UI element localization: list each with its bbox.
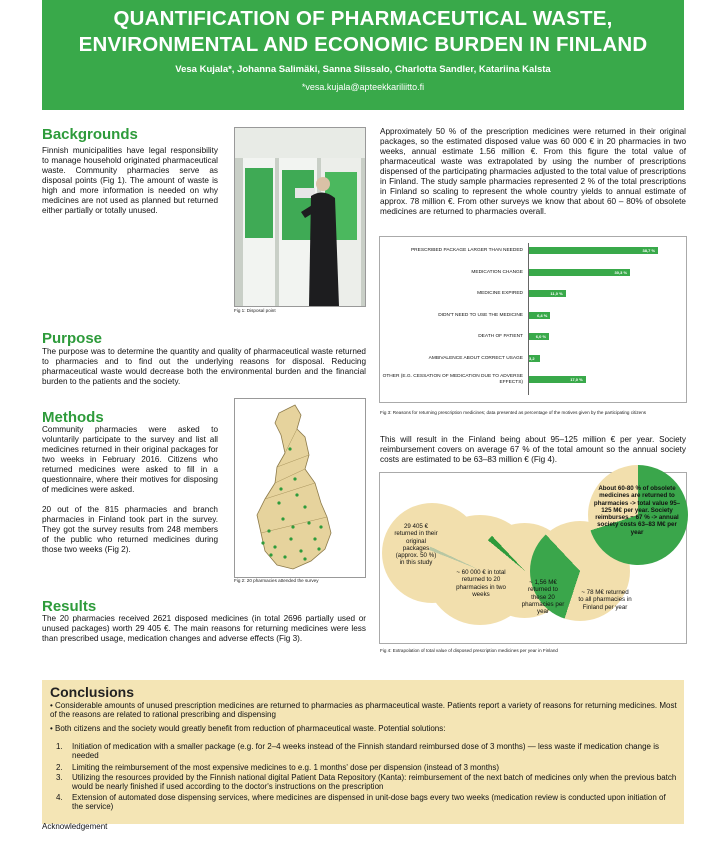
- bar-category-label: AMBIVALENCE ABOUT CORRECT USAGE: [428, 355, 523, 361]
- solution-text: Limiting the reimbursement of the most expensive medicines to e.g. 1 months' dose per dispension (instead of 3 months): [72, 763, 500, 772]
- finland-map-figure: [234, 398, 366, 578]
- purpose-text: The purpose was to determine the quantity and quality of pharmaceutical waste returned to pharmacies and to find out the underlying reasons for disposal. Reducing pharmaceutical waste would decrease both the environmental burden and the financial burden to the patients and the society.: [42, 347, 366, 386]
- pie-study-label: 29 405 € returned in their original packages (approx. 50 %) in this study: [394, 523, 438, 567]
- conclusions-bullet-1: • Considerable amounts of unused prescription medicines are returned to pharmacies as pharmaceutical waste. Patients report a variety of reasons for returning medicines. Most of the reasons are related to rational prescribing and dispensing: [50, 701, 677, 720]
- backgrounds-heading: Backgrounds: [42, 126, 138, 143]
- solution-number: 4.: [56, 793, 63, 802]
- pie-year-label: ~ 1,56 M€ returned to these 20 pharmacies per year: [521, 579, 565, 616]
- methods-text-1: Community pharmacies were asked to voluntarily participate to the survey and list all medicines returned in their original packages for two weeks in February 2016. Citizens who returned medicines were asked to fill in a questionnaire, where their motives for disposing of medicines were asked.: [42, 425, 218, 494]
- bar-value-label: 17,0 %: [570, 377, 583, 382]
- bar-value-label: 6,4 %: [537, 312, 548, 318]
- results-heading: Results: [42, 598, 97, 615]
- backgrounds-text: Finnish municipalities have legal responsibility to manage household originated pharmaceutical waste. Community pharmacies serve as disposal points (Fig 1). The amount of waste is high and more information is needed on why medicines are not used as planned but returned either partially or totally unused.: [42, 146, 218, 215]
- pie-two-weeks-label: ~ 60 000 € in total returned to 20 pharmacies in two weeks: [456, 569, 506, 598]
- purpose-heading: Purpose: [42, 330, 103, 347]
- methods-heading: Methods: [42, 409, 104, 426]
- bar-category-label: DEATH OF PATIENT: [478, 334, 523, 339]
- authors: Vesa Kujala*, Johanna Salimäki, Sanna Siissalo, Charlotta Sandler, Katariina Kalsta: [175, 64, 551, 75]
- conclusions-bullet-2: • Both citizens and the society would greatly benefit from reduction of pharmaceutical waste. Potential solutions:: [50, 724, 446, 733]
- bar-value-label: 3,2 %: [529, 355, 535, 366]
- results-text: The 20 pharmacies received 2621 disposed medicines (in total 2696 partially used or unused packages) worth 29 405 €. The main reasons for returning medicines were less than prescribed usage, medication changes and adverse effects (Fig 3).: [42, 614, 366, 643]
- solution-text: Extension of automated dose dispensing services, where medicines are dispensed in unit-dose bags every two weeks (medication review is conducted upon initiation of the service): [72, 793, 666, 812]
- fig1-caption: Fig 1: Disposal point: [234, 308, 276, 313]
- acknowledgement: Acknowledgement: [42, 822, 108, 831]
- bar-value-label: 38,7 %: [642, 248, 655, 253]
- bar: [529, 333, 549, 340]
- bar: [529, 376, 586, 383]
- pie-all-label: ~ 78 M€ returned to all pharmacies in Finland per year: [578, 589, 632, 611]
- fig4-caption: Fig 4: Extrapolation of total value of disposed prescription medicines per year in Finland: [380, 648, 558, 653]
- bar: [529, 269, 630, 276]
- title-line-1: QUANTIFICATION OF PHARMACEUTICAL WASTE,: [113, 7, 613, 30]
- solution-number: 1.: [56, 742, 63, 751]
- right-text-1: Approximately 50 % of the prescription medicines were returned in their original packages, so the estimated disposed value was 60 000 € in 20 pharmacies in two weeks, annual estimate 1.56 million €. From this figure the total value of pharmaceutical waste was extrapolated by using the number of prescriptions dispensed of the participating pharmacies adjusted to the total value of prescriptions in Finland. The study sample pharmacies represented 2 % of the total prescriptions in Finland so scaling to represent the whole country yields to annual estimate of approx. 78 million €. From other surveys we know that about 60 – 80% of obsolete medicines are returned to pharmacies overall.: [380, 127, 686, 216]
- chart-y-axis: [528, 243, 529, 395]
- fig3-caption: Fig 3: Reasons for returning prescription medicines; data presented as percentage of the motives given by the participating citizens: [380, 410, 647, 415]
- bar-category-label: MEDICINE EXPIRED: [477, 291, 523, 296]
- extrapolation-pie-figure: [379, 472, 687, 644]
- solution-text: Utilizing the resources provided by the Finnish national digital Patient Data Repository (Kanta): reimbursement of the next batch of medicines only when the previous batch would be nearly finished if used according to the doctor's instructions on the prescription: [72, 773, 677, 792]
- bar-value-label: 30,3 %: [614, 269, 627, 275]
- pie-total-label: About 60-80 % of obsolete medicines are returned to pharmacies -> total value 95–125 M€ per year. Society reimburses ~ 67 % -> annual society costs 63–83 M€ per year: [593, 485, 681, 536]
- poster-title: [42, 6, 684, 58]
- right-text-2: This will result in the Finland being about 95–125 million € per year. Society reimbursement covers on average 67 % of the total amount so the annual society costs are estimated to be 63–83 million € (Fig 4).: [380, 435, 686, 464]
- bar-value-label: 6,0 %: [535, 334, 546, 339]
- title-line-2: ENVIRONMENTAL AND ECONOMIC BURDEN IN FINLAND: [78, 33, 648, 56]
- bar-category-label: DIDN'T NEED TO USE THE MEDICINE: [438, 312, 523, 318]
- bar: [529, 247, 658, 254]
- bar-category-label: MEDICATION CHANGE: [471, 269, 523, 275]
- bar-category-label: PRESCRIBED PACKAGE LARGER THAN NEEDED: [410, 248, 523, 253]
- solution-number: 3.: [56, 773, 63, 782]
- bar: [529, 312, 550, 319]
- contact-email: *vesa.kujala@apteekkariliitto.fi: [301, 82, 425, 92]
- solution-number: 2.: [56, 763, 63, 772]
- bar-category-label: OTHER (E.G. CESSATION OF MEDICATION DUE TO ADVERSE EFFECTS): [382, 374, 523, 385]
- disposal-point-photo: [234, 127, 366, 307]
- conclusions-heading: Conclusions: [50, 684, 135, 700]
- bar-value-label: 11,0 %: [550, 291, 563, 296]
- bar: [529, 290, 566, 297]
- methods-text-2: 20 out of the 815 pharmacies and branch pharmacies in Finland took part in the survey. They got the survey results from 248 members of the public who returned medicines during those two weeks (Fig 2).: [42, 505, 218, 554]
- solution-text: Initiation of medication with a smaller package (e.g. for 2–4 weeks instead of the Finnish standard reimbursed dose of 3 months) — less waste if medication change is needed: [72, 742, 659, 761]
- fig2-caption: Fig 2: 20 pharmacies attended the survey: [234, 578, 319, 583]
- bar: [529, 355, 540, 366]
- reasons-bar-chart: [379, 236, 687, 403]
